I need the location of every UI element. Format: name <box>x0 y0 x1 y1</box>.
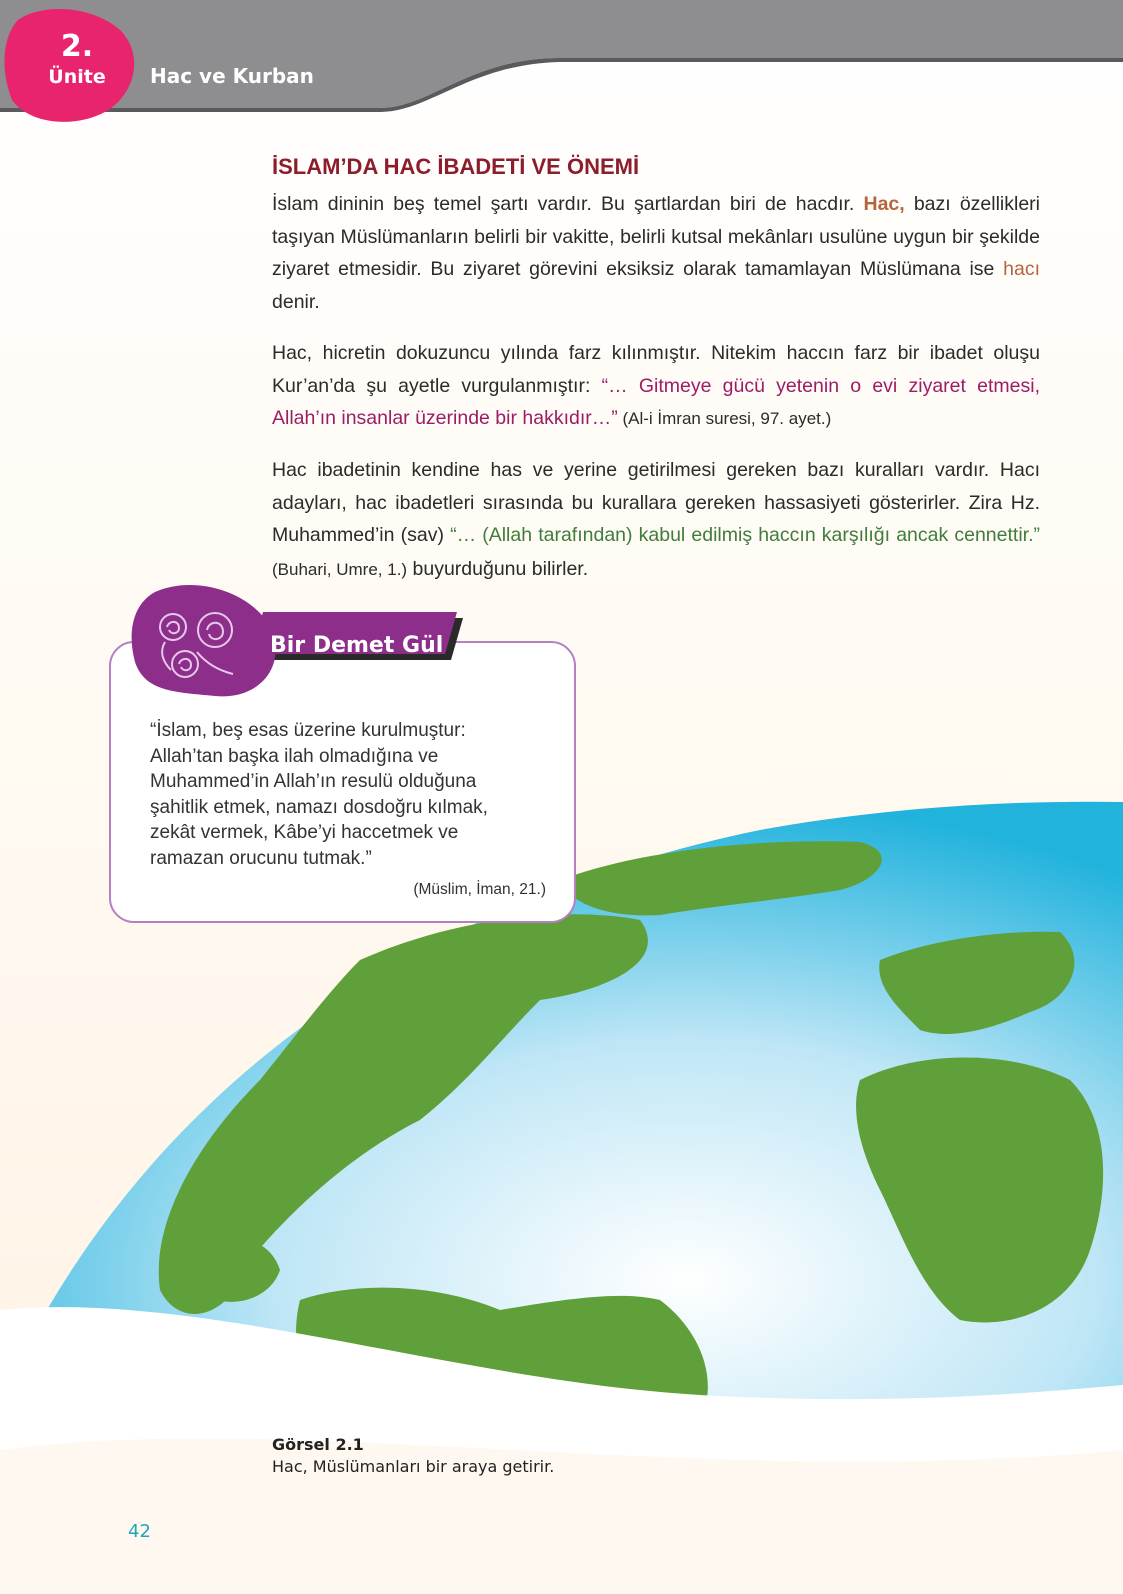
paragraph-1: İslam dininin beş temel şartı vardır. Bu şartlardan biri de hacdır. Hac, bazı özellikleri taşıyan Müslümanların belirli bir vakitte, belirli kutsal mekânları usulüne uygun bir şekilde ziyaret etmesidir. Bu ziyaret görevini eksiksiz olarak tamamlayan Müslümana ise hacı denir. <box>272 193 1041 313</box>
term-hac: Hac, <box>863 193 905 215</box>
figure-caption: Hac, Müslümanları bir araya getirir. <box>272 1457 555 1476</box>
ayet-reference: (Al-i İmran suresi, 97. ayet.) <box>617 409 832 428</box>
hadis-quote-text: “İslam, beş esas üzerine kurulmuştur: Allah’tan başka ilah olmadığına ve Muhammed’in Allah’ın resulü olduğuna şahitlik etmek, namazı dosdoğru kılmak, zekât vermek, Kâbe’yi haccetmek ve ramazan orucunu tutmak.” <box>150 720 488 869</box>
section-heading: İSLAM’DA HAC İBADETİ VE ÖNEMİ <box>272 154 640 179</box>
hadis-quote: “… (Allah tarafından) kabul edilmiş haccın karşılığı ancak cennettir.” <box>450 524 1040 546</box>
unit-label: Ünite <box>48 66 106 88</box>
term-haci: hacı <box>1003 258 1040 280</box>
figure-title: Görsel 2.1 <box>272 1435 364 1454</box>
quote-source: (Müslim, İman, 21.) <box>413 881 546 898</box>
unit-number: 2. <box>60 29 94 64</box>
box-title: Bir Demet Gül <box>270 633 444 658</box>
chapter-title: Hac ve Kurban <box>150 64 314 88</box>
roses-icon <box>132 585 276 696</box>
ayet-quote: “… Gitmeye gücü yetenin o evi ziyaret etmesi, Allah’ın insanlar üzerinde bir hakkıdır…” <box>272 374 1040 429</box>
paragraph-2: Hac, hicretin dokuzuncu yılında farz kılınmıştır. Nitekim haccın farz bir ibadet oluşu Kur’an’da şu ayetle vurgulanmıştır: “… Gitmeye gücü yetenin o evi ziyaret etmesi, Allah’ın insanlar üzerinde bir hakkıdır…” (Al-i İmran suresi, 97. ayet.) <box>272 342 1040 429</box>
paragraph-3: Hac ibadetinin kendine has ve yerine getirilmesi gereken bazı kuralları vardır. Hacı adayları, hac ibadetleri sırasında bu kurallara gereken hassasiyeti gösterirler. Zira Hz. Muhammed’in (sav) “… (Allah tarafından) kabul edilmiş haccın karşılığı ancak cennettir.” (Buhari, Umre, 1.) buyurduğunu bilirler. <box>272 459 1040 580</box>
page-number: 42 <box>128 1521 151 1542</box>
hadis-reference: (Buhari, Umre, 1.) <box>272 559 408 579</box>
